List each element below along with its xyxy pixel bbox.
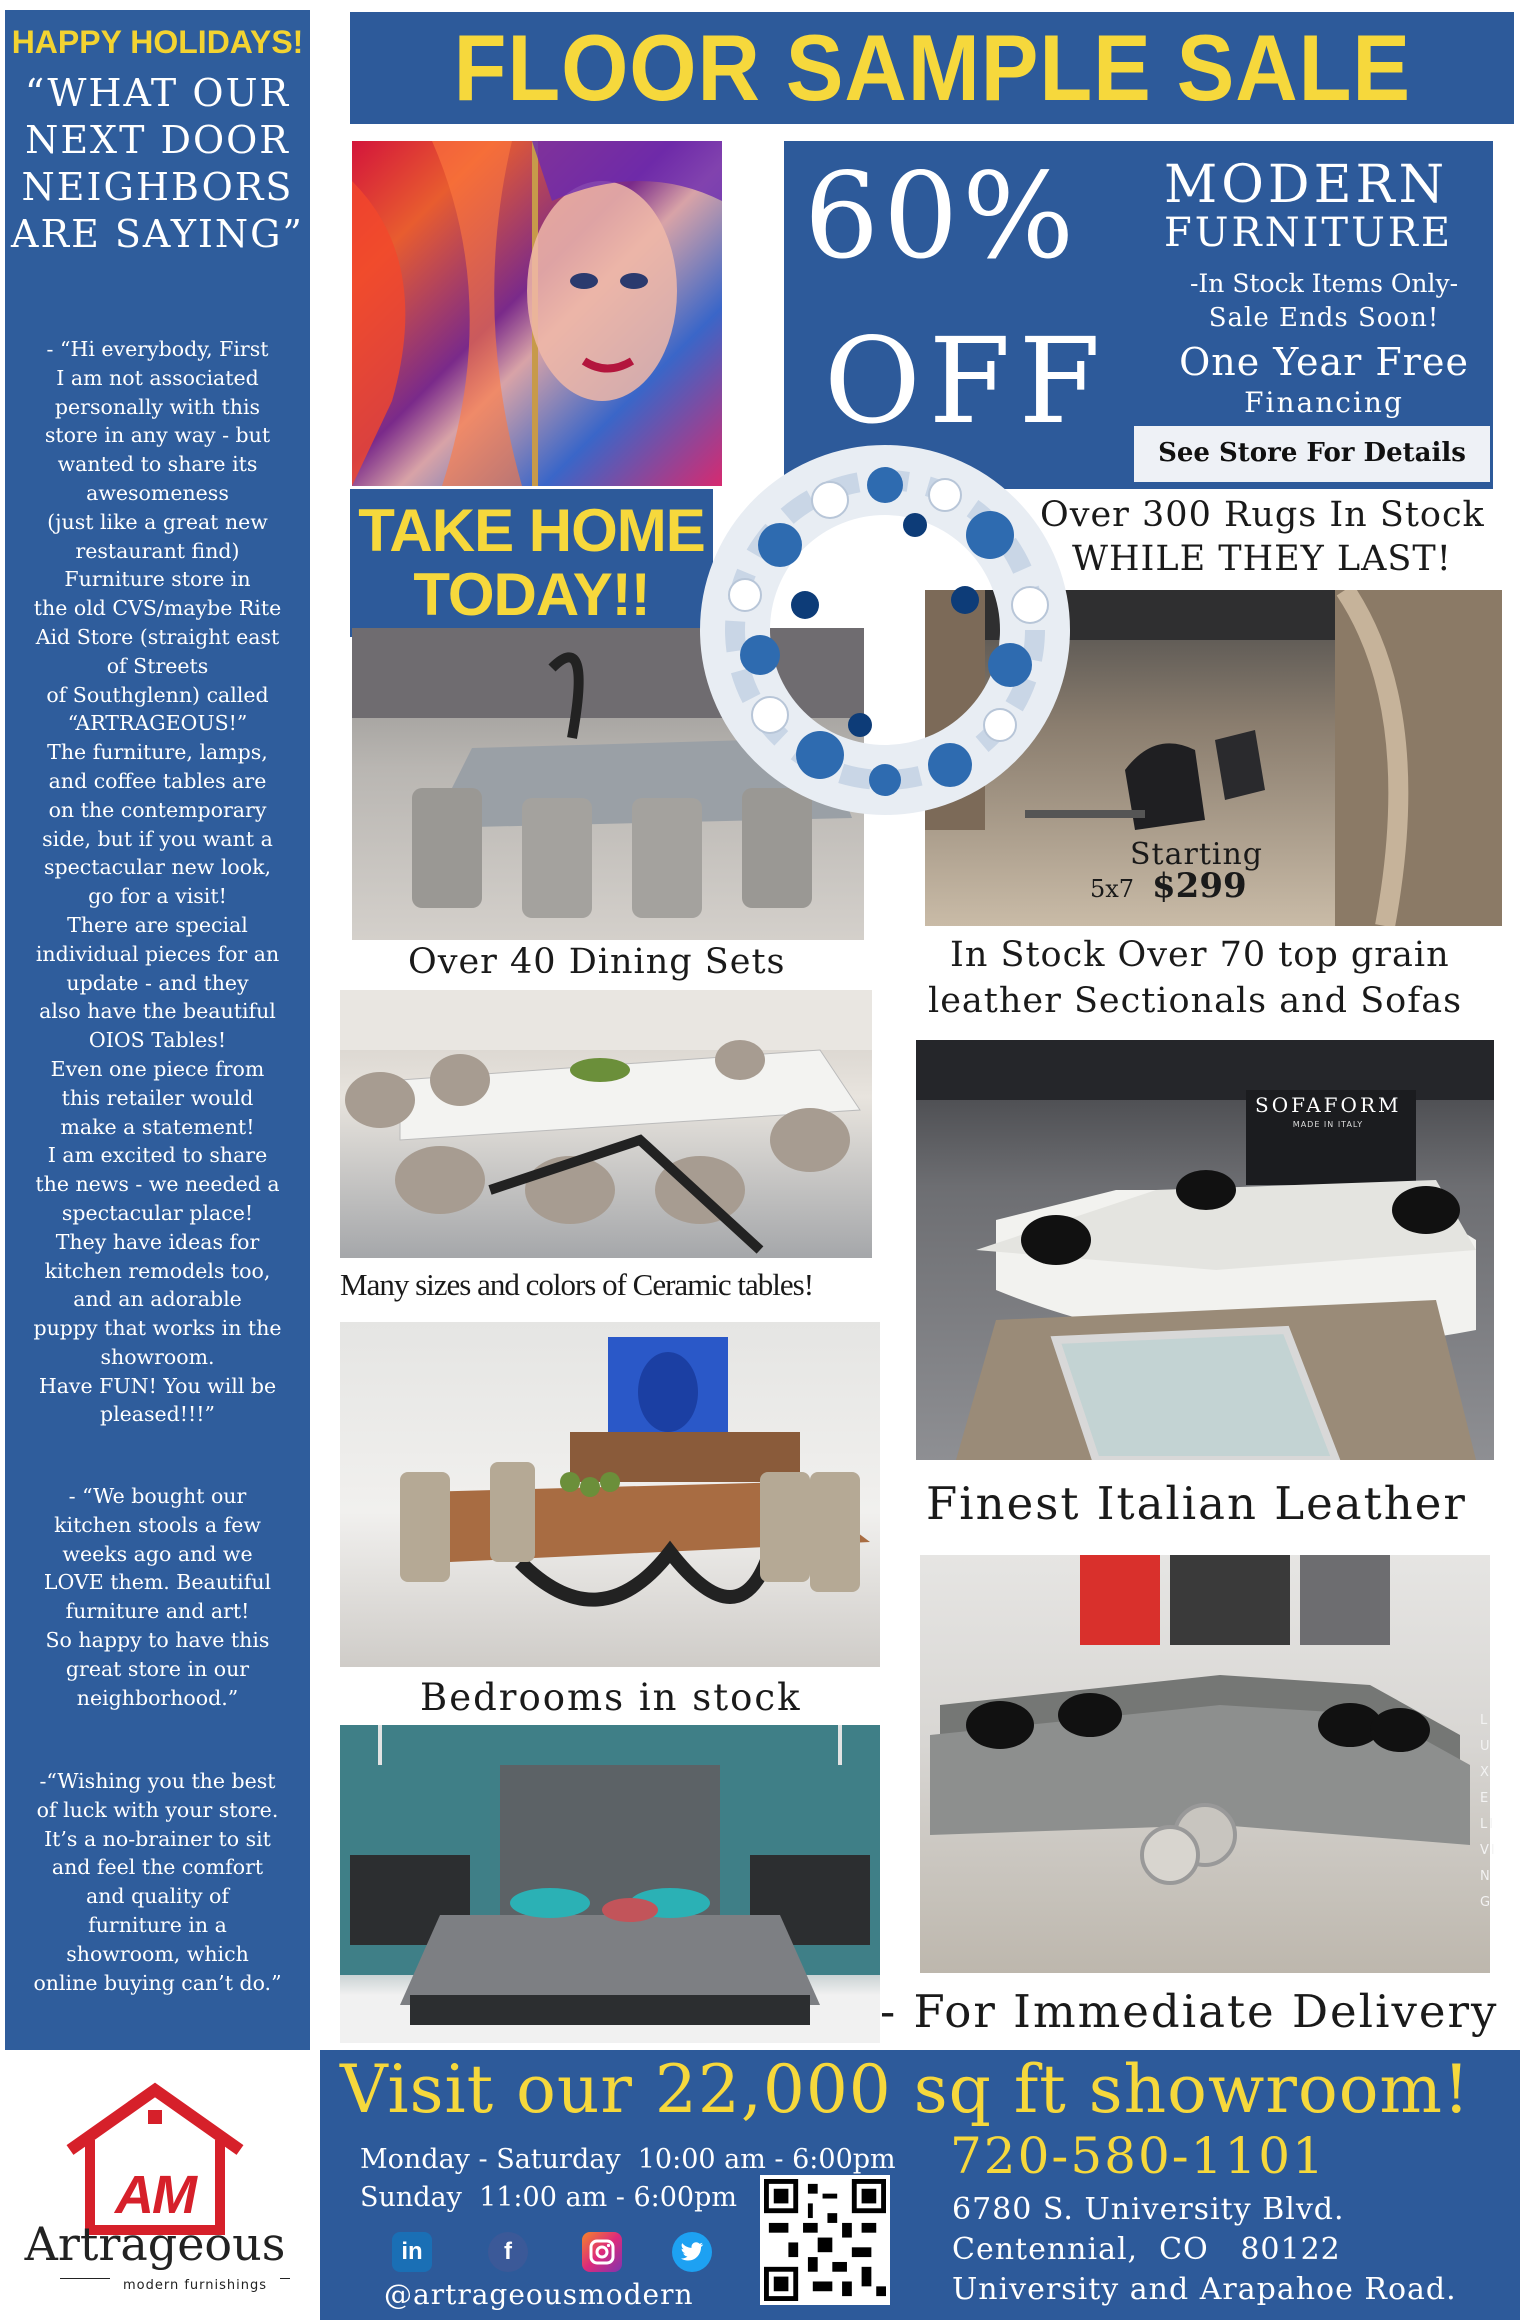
take-home-line2: TODAY!! [413, 561, 650, 628]
address-line3: University and Arapahoe Road. [952, 2272, 1457, 2307]
bedrooms-caption: Bedrooms in stock [420, 1676, 802, 1719]
testimonials-sidebar [5, 10, 310, 2050]
discount-percent: 60% [804, 147, 1079, 285]
twitter-bird-icon [680, 2242, 704, 2262]
linkedin-icon[interactable]: in [392, 2232, 432, 2272]
bedroom-set-photo [340, 1725, 880, 2043]
rug-size-label: 5x7 [1090, 875, 1135, 903]
twitter-icon[interactable] [672, 2232, 712, 2272]
qr-code-icon [764, 2179, 886, 2301]
testimonial-1: - “Hi everybody, First I am not associated personally with this store in any way - but wanted to share its awesomeness (just like a great new restaurant find) Furniture store in the old CVS/maybe Rite Aid Store (straight east of Streets of Southglenn) called “ARTRAGEOUS!” The furniture, lamps, and coffee tables are on the contemporary side, but if you want a spectacular new look, go for a visit! There are special individual pieces for an update - and they also have the beautiful OIOS Tables! Even one piece from this retailer would make a statement! I am excited to share the news - we needed a spectacular place! They have ideas for kitchen remodels too, and an adorable puppy that works in the showroom. Have FUN! You will be pleased!!!” [33, 337, 282, 1427]
store-details-note: See Store For Details [1158, 438, 1466, 468]
logo-mark: AM [115, 2165, 195, 2225]
ceramic-table-photo [340, 990, 872, 1258]
sale-ends-note: Sale Ends Soon! [1208, 303, 1440, 333]
sectional-sofa-photo [916, 1040, 1494, 1460]
modern-label: MODERN [1164, 155, 1449, 215]
furniture-label: FURNITURE [1164, 210, 1454, 256]
sunday-hours: Sunday 11:00 am - 6:00pm [360, 2182, 737, 2213]
testimonials-title: “WHAT OUR NEXT DOOR NEIGHBORS ARE SAYING” [11, 71, 304, 256]
testimonial-2: - “We bought our kitchen stools a few weeks ago and we LOVE them. Beautiful furniture and art! So happy to have this great store in our neighborhood.” [43, 1484, 272, 1710]
instagram-icon[interactable] [582, 2232, 622, 2272]
take-home-banner [350, 489, 713, 637]
social-handle[interactable]: @artrageousmodern [384, 2278, 694, 2311]
delivery-caption: - For Immediate Delivery [880, 1985, 1499, 2038]
ceramic-caption: Many sizes and colors of Ceramic tables! [340, 1267, 814, 1302]
qr-code[interactable] [760, 2175, 890, 2305]
instagram-glyph-icon [589, 2239, 615, 2265]
facebook-icon[interactable]: f [488, 2232, 528, 2272]
rugs-line1: Over 300 Rugs In Stock [1040, 495, 1485, 535]
free-financing-line: One Year Free [1179, 340, 1469, 384]
sofaform-brand: SOFAFORM [1255, 1093, 1402, 1117]
take-home-line1: TAKE HOME [358, 497, 705, 564]
dining-caption: Over 40 Dining Sets [408, 942, 786, 982]
weekday-hours: Monday - Saturday 10:00 am - 6:00pm [360, 2144, 896, 2175]
sale-title: FLOOR SAMPLE SALE [453, 15, 1411, 120]
sofaform-brand-sub: MADE IN ITALY [1292, 1120, 1364, 1129]
showroom-footer [320, 2050, 1520, 2320]
address-line2: Centennial, CO 80122 [952, 2232, 1341, 2267]
phone-number[interactable]: 720-580-1101 [950, 2127, 1326, 2185]
testimonial-3: -“Wishing you the best of luck with your store. It’s a no-brainer to sit and feel the comfort and quality of furniture in a showroom, which online buying can’t do.” [33, 1769, 282, 1995]
side-watermark: LUXE LIVING [1480, 1713, 1497, 1910]
rug-price: $299 [1152, 866, 1247, 906]
discount-off: OFF [824, 312, 1109, 450]
leather-caption-2: leather Sectionals and Sofas [928, 981, 1463, 1021]
showroom-headline: Visit our 22,000 sq ft showroom! [340, 2051, 1471, 2128]
in-stock-note: -In Stock Items Only- [1189, 269, 1459, 298]
logo-tagline: modern furnishings [110, 2277, 280, 2295]
holiday-wreath [700, 425, 1070, 835]
holiday-greeting: HAPPY HOLIDAYS! [11, 24, 304, 60]
address-line1: 6780 S. University Blvd. [952, 2192, 1345, 2227]
grey-sectional-photo [920, 1555, 1490, 1973]
financing-label: Financing [1244, 386, 1404, 419]
finest-leather-caption: Finest Italian Leather [926, 1477, 1467, 1530]
artrageous-logo [10, 2070, 300, 2310]
logo-name: Artrageous [24, 2217, 286, 2271]
sale-header [350, 12, 1514, 124]
rugs-line2: WHILE THEY LAST! [1072, 539, 1452, 579]
leather-caption-1: In Stock Over 70 top grain [950, 935, 1450, 975]
wood-dining-table-photo [340, 1322, 880, 1667]
wall-art-photo [352, 141, 722, 486]
rug-starting-label: Starting [1130, 837, 1264, 872]
